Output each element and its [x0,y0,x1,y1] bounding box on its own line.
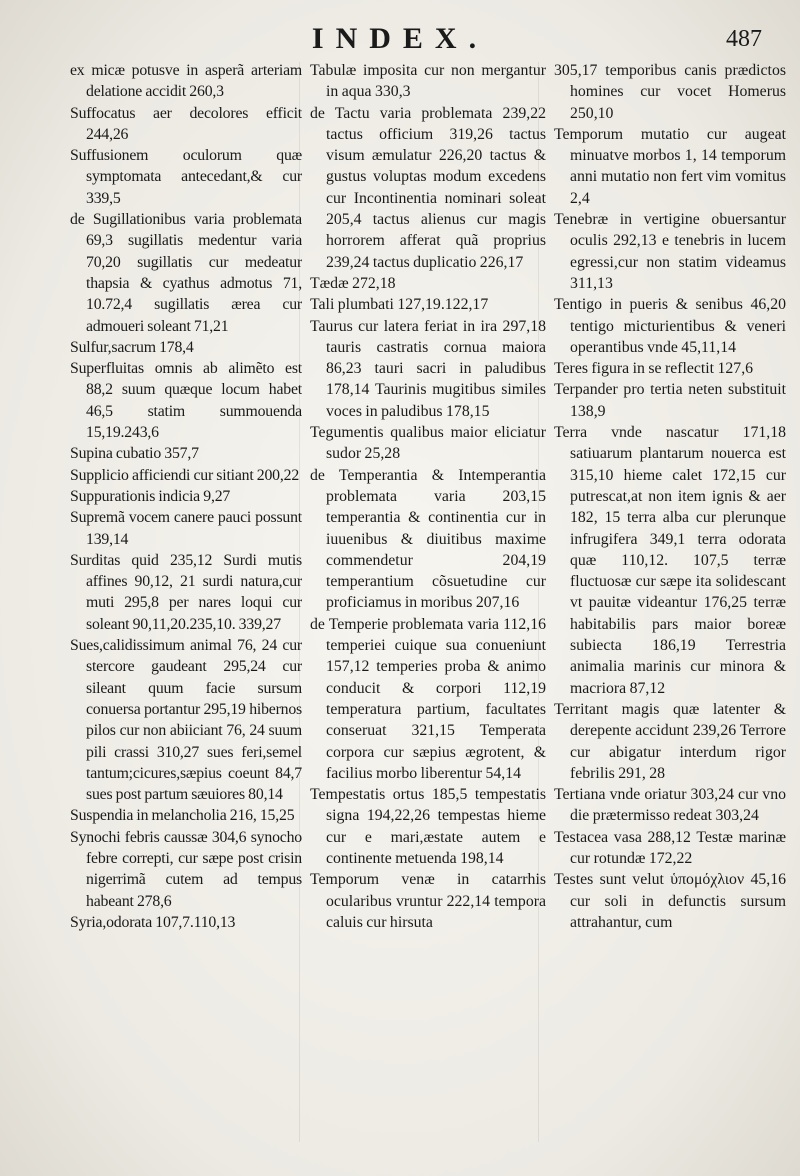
index-entry: Terra vnde nascatur 171,18 satiuarum plantarum nouerca est 315,10 hieme calet 172,15 cur putrescat,at non item ignis & aer 182, 15 terra alba cur plerunque infrugifera 349,1 terra odorata quæ 110,12. 107,5 terræ fluctuosæ cur sæpe ita solidescant vt pauitæ videantur 176,25 terræ habitabilis pars maior boreæ subiecta 186,19 Terrestria animalia marinis cur minora & macriora 87,12 [554,424,786,697]
index-entry: Supplicio afficiendi cur sitiant 200,22 [70,466,300,484]
index-entry: Testacea vasa 288,12 Testæ marinæ cur rotundæ 172,22 [554,828,786,867]
index-entry: ex micæ potusve in asperã arteriam delatione accidit 260,3 [70,62,302,101]
page-title: INDEX. [311,22,489,55]
index-entry: Testes sunt velut ὑπομόχλιον 45,16 cur soli in defunctis sursum attrahantur, cum [554,871,786,931]
index-entry: Suffusionem oculorum quæ symptomata antecedant,& cur 339,5 [70,147,302,207]
index-entry: Syria,odorata 107,7.110,13 [70,913,236,931]
index-entry: Supina cubatio 357,7 [70,445,199,463]
index-entry: Terpander pro tertia neten substituit 138,9 [554,381,786,420]
index-entry: Temporum mutatio cur augeat minuatve morbos 1, 14 temporum anni mutatio non fert vim vomitus 2,4 [554,125,786,207]
index-entry: de Temperie problemata varia 112,16 temperiei cuique sua conueniunt 157,12 temperies proba & animo conducit & corpori 112,19 temperatura partium, facultates conseruat 321,15 Temperata corpora cur sæpius ægrotent, & facilius morbo liberentur 54,14 [310,615,546,782]
index-entry: de Temperantia & Intemperantia problemata varia 203,15 temperantia & continentia cur in iuuenibus & diuitibus maxime commendetur 204,19 temperantium cõsuetudine cur proficiamus in moribus 207,16 [310,466,546,612]
index-entry: Synochi febris caussæ 304,6 synocho febre correpti, cur sæpe post crisin nigerrimã cutem ad tempus habeant 278,6 [70,828,302,910]
index-entry: Suffocatus aer decolores efficit 244,26 [70,104,302,143]
index-entry: Tertiana vnde oriatur 303,24 cur vno die prætermisso redeat 303,24 [554,786,786,825]
index-column-1 [70,60,302,1146]
page-number: 487 [726,26,762,52]
index-entry: Taurus cur latera feriat in ira 297,18 tauris castratis cornua maiora 86,23 tauri sacri in paludibus 178,14 Taurinis mugitibus similes voces in paludibus 178,15 [310,317,546,420]
index-entry: Temporum venæ in catarrhis ocularibus vruntur 222,14 tempora caluis cur hirsuta [310,871,546,931]
index-entry: Territant magis quæ latenter & derepente accidunt 239,26 Terrore cur abigatur interdum rigor febrilis 291, 28 [554,700,786,782]
index-column-3 [554,60,786,1146]
index-entry: Teres figura in se reflectit 127,6 [554,360,754,378]
index-entry: Tenebræ in vertigine obuersantur oculis 292,13 e tenebris in lucem egressi,cur non statim videamus 311,13 [554,211,786,292]
index-entry: Sues,calidissimum animal 76, 24 cur stercore gaudeant 295,24 cur sileant quum facie sursum conuersa portantur 295,19 hibernos pilos cur non abiiciant 76, 24 suum pili crassi 310,27 sues feri,semel tantum;cicures,sæpius coeunt 84,7 sues post partum sæuiores 80,14 [70,637,302,804]
index-entry: Tabulæ imposita cur non mergantur in aqua 330,3 [310,62,546,101]
index-entry: Superfluitas omnis ab alimẽto est 88,2 suum quæque locum habet 46,5 statim summouenda 15,19.243,6 [70,360,302,442]
index-entry: Surditas quid 235,12 Surdi mutis affines 90,12, 21 surdi natura,cur muti 295,8 per nares loqui cur soleant 90,11,20.235,10. 339,27 [70,551,302,633]
index-entry: Supremã vocem canere pauci possunt 139,14 [70,509,302,548]
index-entry: 305,17 temporibus canis prædictos homines cur vocet Homerus 250,10 [554,62,786,122]
index-entry: Tali plumbati 127,19.122,17 [310,296,489,314]
index-entry: de Tactu varia problemata 239,22 tactus officium 319,26 tactus visum æmulatur 226,20 tactus & gustus voluptas modum excedens cur Incontinentia nominari soleat 205,4 tactus alienus cur magis horrorem afferat quã proprius 239,24 tactus duplicatio 226,17 [310,104,546,271]
index-entry: Sulfur,sacrum 178,4 [70,338,194,356]
index-columns [70,60,786,1146]
index-entry: de Sugillationibus varia problemata 69,3 sugillatis medentur varia 70,20 sugillatis cur medeatur thapsia & cyathus admotus 71, 10.72,4 sugillatis ærea cur admoueri soleant 71,21 [70,211,302,335]
index-entry: Suppurationis indicia 9,27 [70,487,231,505]
index-entry: Tentigo in pueris & senibus 46,20 tentigo micturientibus & veneri operantibus vnde 45,11,14 [554,296,786,356]
index-entry: Suspendia in melancholia 216, 15,25 [70,807,295,825]
index-entry: Tædæ 272,18 [310,274,396,292]
index-entry: Tegumentis qualibus maior eliciatur sudor 25,28 [310,424,546,463]
index-entry: Tempestatis ortus 185,5 tempestatis signa 194,22,26 tempestas hieme cur e mari,æstate autem e continente metuenda 198,14 [310,786,546,867]
index-column-2 [310,60,546,1146]
